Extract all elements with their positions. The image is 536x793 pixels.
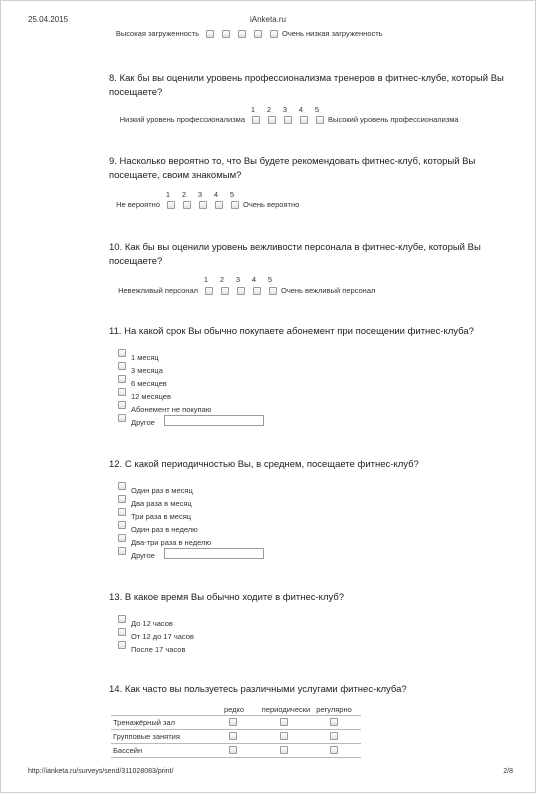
- q11-option[interactable]: [118, 402, 264, 415]
- checkbox[interactable]: [118, 375, 126, 383]
- option-label: 12 месяцев: [131, 392, 171, 401]
- q13-options: [118, 616, 194, 655]
- q8-boxes: [248, 116, 328, 124]
- q7-boxes: [202, 30, 282, 38]
- q10-scale-numbers: [198, 275, 278, 284]
- checkbox[interactable]: [118, 628, 126, 636]
- q14-frequency-grid: [111, 705, 361, 758]
- q9-boxes: [163, 201, 243, 209]
- checkbox[interactable]: [118, 495, 126, 503]
- q12-option-other[interactable]: [118, 548, 264, 561]
- grid-cell-regularly[interactable]: [330, 746, 338, 754]
- q11-question: 11. На какой срок Вы обычно покупаете абонемент при посещении фитнес-клуба?: [109, 326, 474, 337]
- q9-scale-numbers: [160, 190, 240, 199]
- q9-num: 2: [181, 190, 187, 199]
- q8-left-label: Низкий уровень профессионализма: [119, 115, 245, 124]
- grid-cell-regularly[interactable]: [330, 732, 338, 740]
- q8-option-1[interactable]: [252, 116, 260, 124]
- grid-cell-periodically[interactable]: [280, 746, 288, 754]
- q9-num: 3: [197, 190, 203, 199]
- grid-col-header: регулярно: [316, 705, 352, 714]
- q13-option[interactable]: [118, 629, 194, 642]
- q10-option-2[interactable]: [221, 287, 229, 295]
- q11-option[interactable]: [118, 389, 264, 402]
- q9-left-label: Не вероятно: [116, 200, 160, 209]
- q9-option-5[interactable]: [231, 201, 239, 209]
- q7-option-2[interactable]: [222, 30, 230, 38]
- grid-col-header: редко: [223, 705, 245, 714]
- option-label: Один раз в месяц: [131, 486, 193, 495]
- q10-num: 1: [203, 275, 209, 284]
- q8-option-3[interactable]: [284, 116, 292, 124]
- print-url: http://ianketa.ru/surveys/send/311028083/print/: [28, 768, 174, 775]
- q10-boxes: [201, 287, 281, 295]
- option-label: Два-три раза в неделю: [131, 538, 211, 547]
- q8-num: 5: [314, 105, 320, 114]
- checkbox[interactable]: [118, 508, 126, 516]
- q12-option[interactable]: [118, 509, 264, 522]
- q11-option-other[interactable]: [118, 415, 264, 428]
- q8-num: 2: [266, 105, 272, 114]
- option-label: Другое: [131, 551, 155, 560]
- q7-option-3[interactable]: [238, 30, 246, 38]
- option-label: От 12 до 17 часов: [131, 632, 194, 641]
- option-label: Абонемент не покупаю: [131, 405, 212, 414]
- q10-num: 2: [219, 275, 225, 284]
- grid-row-label: Тренажёрный зал: [113, 718, 175, 727]
- q9-question: 9. Насколько вероятно то, что Вы будете рекомендовать фитнес-клуб, который Вы посещаете, своим знакомым?: [109, 156, 476, 181]
- q12-other-input[interactable]: [164, 548, 264, 559]
- checkbox[interactable]: [118, 547, 126, 555]
- q12-question: 12. С какой периодичностью Вы, в среднем, посещаете фитнес-клуб?: [109, 459, 419, 470]
- q7-left-label: Высокая загруженность: [115, 29, 199, 38]
- q8-question: 8. Как бы вы оценили уровень профессионализма тренеров в фитнес-клубе, который Вы посещаете?: [109, 73, 504, 98]
- print-date: 25.04.2015: [28, 15, 69, 24]
- q9-option-3[interactable]: [199, 201, 207, 209]
- q7-scale: [31, 29, 383, 38]
- grid-cell-rarely[interactable]: [229, 718, 237, 726]
- q9-option-4[interactable]: [215, 201, 223, 209]
- q12-option[interactable]: [118, 483, 264, 496]
- q13-option[interactable]: [118, 616, 194, 629]
- q8-option-5[interactable]: [316, 116, 324, 124]
- q8-num: 1: [250, 105, 256, 114]
- q10-option-1[interactable]: [205, 287, 213, 295]
- q10-num: 3: [235, 275, 241, 284]
- grid-header: [111, 705, 361, 715]
- q8-num: 4: [298, 105, 304, 114]
- q13-option[interactable]: [118, 642, 194, 655]
- grid-col-header: периодически: [261, 705, 311, 714]
- checkbox[interactable]: [118, 414, 126, 422]
- q8-option-2[interactable]: [268, 116, 276, 124]
- checkbox[interactable]: [118, 362, 126, 370]
- q10-option-5[interactable]: [269, 287, 277, 295]
- q11-option[interactable]: [118, 363, 264, 376]
- grid-cell-rarely[interactable]: [229, 746, 237, 754]
- option-label: Один раз в неделю: [131, 525, 198, 534]
- q11-option[interactable]: [118, 376, 264, 389]
- q8-right-label: Высокий уровень профессионализма: [328, 115, 459, 124]
- q12-option[interactable]: [118, 522, 264, 535]
- q7-option-5[interactable]: [270, 30, 278, 38]
- checkbox[interactable]: [118, 641, 126, 649]
- q10-num: 5: [267, 275, 273, 284]
- grid-cell-periodically[interactable]: [280, 718, 288, 726]
- grid-row: [111, 715, 361, 729]
- option-label: После 17 часов: [131, 645, 186, 654]
- site-title: iAnketa.ru: [249, 15, 287, 24]
- option-label: Три раза в месяц: [131, 512, 192, 521]
- q12-options: [118, 483, 264, 561]
- grid-cell-periodically[interactable]: [280, 732, 288, 740]
- checkbox[interactable]: [118, 521, 126, 529]
- grid-row: [111, 743, 361, 758]
- q10-option-4[interactable]: [253, 287, 261, 295]
- option-label: 1 месяц: [131, 353, 159, 362]
- q8-scale: [31, 115, 459, 124]
- option-label: До 12 часов: [131, 619, 173, 628]
- option-label: 6 месяцев: [131, 379, 167, 388]
- q10-scale: [31, 286, 375, 295]
- q9-num: 4: [213, 190, 219, 199]
- q10-num: 4: [251, 275, 257, 284]
- option-label: 3 месяца: [131, 366, 163, 375]
- q12-option[interactable]: [118, 496, 264, 509]
- checkbox[interactable]: [118, 615, 126, 623]
- q7-option-4[interactable]: [254, 30, 262, 38]
- checkbox[interactable]: [118, 534, 126, 542]
- grid-row: [111, 729, 361, 743]
- option-label: Другое: [131, 418, 155, 427]
- q10-left-label: Невежливый персонал: [118, 286, 198, 295]
- q8-num: 3: [282, 105, 288, 114]
- q12-option[interactable]: [118, 535, 264, 548]
- q7-option-1[interactable]: [206, 30, 214, 38]
- grid-cell-rarely[interactable]: [229, 732, 237, 740]
- q9-option-1[interactable]: [167, 201, 175, 209]
- checkbox[interactable]: [118, 401, 126, 409]
- grid-row-label: Групповые занятия: [113, 732, 180, 741]
- q9-option-2[interactable]: [183, 201, 191, 209]
- grid-row-label: Бассейн: [113, 746, 143, 755]
- q11-other-input[interactable]: [164, 415, 264, 426]
- checkbox[interactable]: [118, 388, 126, 396]
- q10-option-3[interactable]: [237, 287, 245, 295]
- q9-num: 5: [229, 190, 235, 199]
- q8-option-4[interactable]: [300, 116, 308, 124]
- q11-options: [118, 350, 264, 428]
- q8-scale-numbers: [245, 105, 325, 114]
- q9-scale: [31, 200, 299, 209]
- q9-right-label: Очень вероятно: [243, 200, 300, 209]
- checkbox[interactable]: [118, 349, 126, 357]
- q10-right-label: Очень вежливый персонал: [281, 286, 376, 295]
- grid-cell-regularly[interactable]: [330, 718, 338, 726]
- q7-right-label: Очень низкая загруженность: [282, 29, 383, 38]
- q10-question: 10. Как бы вы оценили уровень вежливости персонала в фитнес-клубе, который Вы посещаете?: [109, 242, 481, 267]
- q13-question: 13. В какое время Вы обычно ходите в фитнес-клуб?: [109, 592, 345, 603]
- q9-num: 1: [165, 190, 171, 199]
- option-label: Два раза в месяц: [131, 499, 192, 508]
- q14-question: 14. Как часто вы пользуетесь различными услугами фитнес-клуба?: [109, 684, 407, 695]
- checkbox[interactable]: [118, 482, 126, 490]
- q11-option[interactable]: [118, 350, 264, 363]
- page-number: 2/8: [503, 768, 513, 775]
